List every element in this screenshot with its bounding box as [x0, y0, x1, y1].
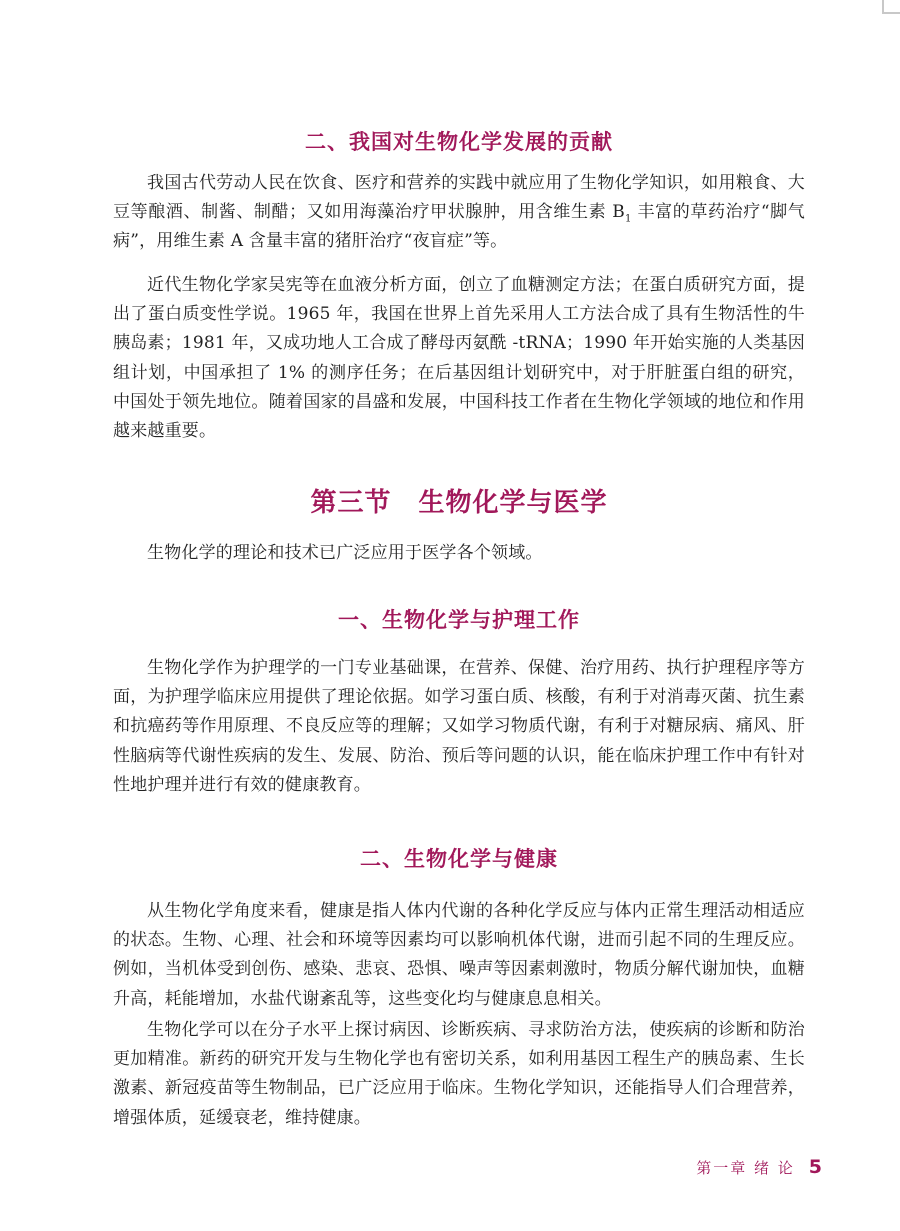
section-heading-health: 二、生物化学与健康	[360, 847, 558, 871]
subscript: 1	[624, 213, 632, 225]
paragraph-nursing-1: 生物化学作为护理学的一门专业基础课，在营养、保健、治疗用药、执行护理程序等方面，为护理学临床应用提供了理论依据。如学习蛋白质、核酸，有利于对消毒灭菌、抗生素和抗癌药等作用原理、不良反应等的理解；又如学习物质代谢，有利于对糖尿病、痛风、肝性脑病等代谢性疾病的发生、发展、防治、预后等问题的认识，能在临床护理工作中有针对性地护理并进行有效的健康教育。	[113, 658, 805, 795]
page-corner-mark	[882, 0, 900, 14]
paragraph-health-1: 从生物化学角度来看，健康是指人体内代谢的各种化学反应与体内正常生理活动相适应的状态。生物、心理、社会和环境等因素均可以影响机体代谢，进而引起不同的生理反应。例如，当机体受到创伤、感染、悲哀、恐惧、噪声等因素刺激时，物质分解代谢加快，血糖升高，耗能增加，水盐代谢紊乱等，这些变化均与健康息息相关。	[113, 901, 805, 1009]
paragraph-contribution-1: 我国古代劳动人民在饮食、医疗和营养的实践中就应用了生物化学知识，如用粮食、大豆等酿酒、制酱、制醋；又如用海藻治疗甲状腺肿，用含维生素 $B_1$ 丰富的草药治疗“脚气病”，用维生素 A 含量丰富的猪肝治疗“夜盲症”等。	[113, 173, 805, 252]
chapter-section-title: 第三节 生物化学与医学	[310, 488, 608, 518]
paragraph-contribution-2: 近代生物化学家吴宪等在血液分析方面，创立了血糖测定方法；在蛋白质研究方面，提出了蛋白质变性学说。1965 年，我国在世界上首先采用人工方法合成了具有生物活性的牛胰岛素；1981 年，又成功地人工合成了酵母丙氨酰 -tRNA；1990 年开始实施的人类基因组计划，中国承担了 1% 的测序任务；在后基因组计划研究中，对于肝脏蛋白组的研究，中国处于领先地位。随着国家的昌盛和发展，中国科技工作者在生物化学领域的地位和作用越来越重要。	[113, 275, 805, 442]
paragraph-section3-intro: 生物化学的理论和技术已广泛应用于医学各个领域。	[147, 543, 543, 563]
footer-chapter-label: 第一章 绪 论	[696, 1159, 795, 1177]
page-footer	[696, 1156, 822, 1178]
section-heading-nursing: 一、生物化学与护理工作	[338, 608, 580, 632]
page-number: 5	[808, 1156, 822, 1178]
paragraph-health-2: 生物化学可以在分子水平上探讨病因、诊断疾病、寻求防治方法，使疾病的诊断和防治更加精准。新药的研究开发与生物化学也有密切关系，如利用基因工程生产的胰岛素、生长激素、新冠疫苗等生物制品，已广泛应用于临床。生物化学知识，还能指导人们合理营养，增强体质，延缓衰老，维持健康。	[113, 1020, 805, 1128]
section-heading-contribution: 二、我国对生物化学发展的贡献	[305, 130, 613, 154]
